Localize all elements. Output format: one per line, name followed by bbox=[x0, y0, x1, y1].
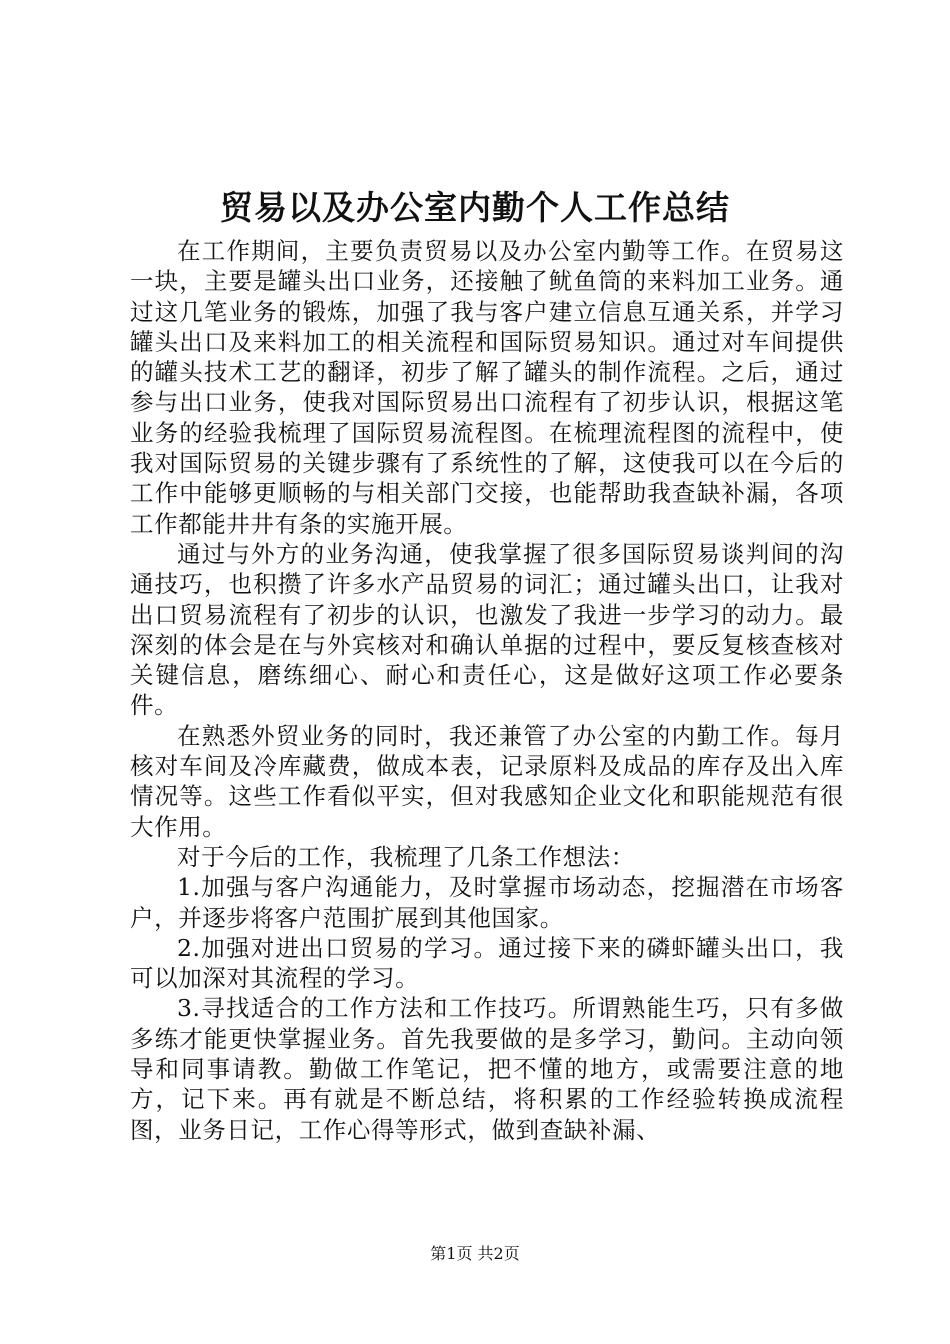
document-body bbox=[130, 236, 844, 1145]
paragraph-1: 在工作期间，主要负责贸易以及办公室内勤等工作。在贸易这一块，主要是罐头出口业务，还接触了鱿鱼筒的来料加工业务。通过这几笔业务的锻炼，加强了我与客户建立信息互通关系，并学习罐头出口及来料加工的相关流程和国际贸易知识。通过对车间提供的罐头技术工艺的翻译，初步了解了罐头的制作流程。之后，通过参与出口业务，使我对国际贸易出口流程有了初步认识，根据这笔业务的经验我梳理了国际贸易流程图。在梳理流程图的流程中，使我对国际贸易的关键步骤有了系统性的了解，这使我可以在今后的工作中能够更顺畅的与相关部门交接，也能帮助我查缺补漏，各项工作都能井井有条的实施开展。 bbox=[130, 237, 844, 538]
list-item-2: 2.加强对进出口贸易的学习。通过接下来的磷虾罐头出口，我可以加深对其流程的学习。 bbox=[130, 933, 844, 993]
list-item-1: 1.加强与客户沟通能力，及时掌握市场动态，挖掘潜在市场客户，并逐步将客户范围扩展到其他国家。 bbox=[130, 873, 844, 932]
list-item-3: 3.寻找适合的工作方法和工作技巧。所谓熟能生巧，只有多做多练才能更快掌握业务。首先我要做的是多学习，勤问。主动向领导和同事请教。勤做工作笔记，把不懂的地方，或需要注意的地方，记下来。再有就是不断总结，将积累的工作经验转换成流程图，业务日记，工作心得等形式，做到查缺补漏、 bbox=[130, 994, 844, 1144]
page-footer: 第1页 共2页 bbox=[430, 1244, 520, 1263]
paragraph-4: 对于今后的工作，我梳理了几条工作想法： bbox=[177, 842, 635, 871]
document-title: 贸易以及办公室内勤个人工作总结 bbox=[220, 188, 730, 227]
paragraph-2: 通过与外方的业务沟通，使我掌握了很多国际贸易谈判间的沟通技巧，也积攒了许多水产品贸易的词汇；通过罐头出口，让我对出口贸易流程有了初步的认识，也激发了我进一步学习的动力。最深刻的体会是在与外宾核对和确认单据的过程中，要反复核查核对关键信息，磨练细心、耐心和责任心，这是做好这项工作必要条件。 bbox=[130, 539, 844, 720]
paragraph-3: 在熟悉外贸业务的同时，我还兼管了办公室的内勤工作。每月核对车间及冷库藏费，做成本表，记录原料及成品的库存及出入库情况等。这些工作看似平实，但对我感知企业文化和职能规范有很大作用。 bbox=[130, 721, 844, 841]
